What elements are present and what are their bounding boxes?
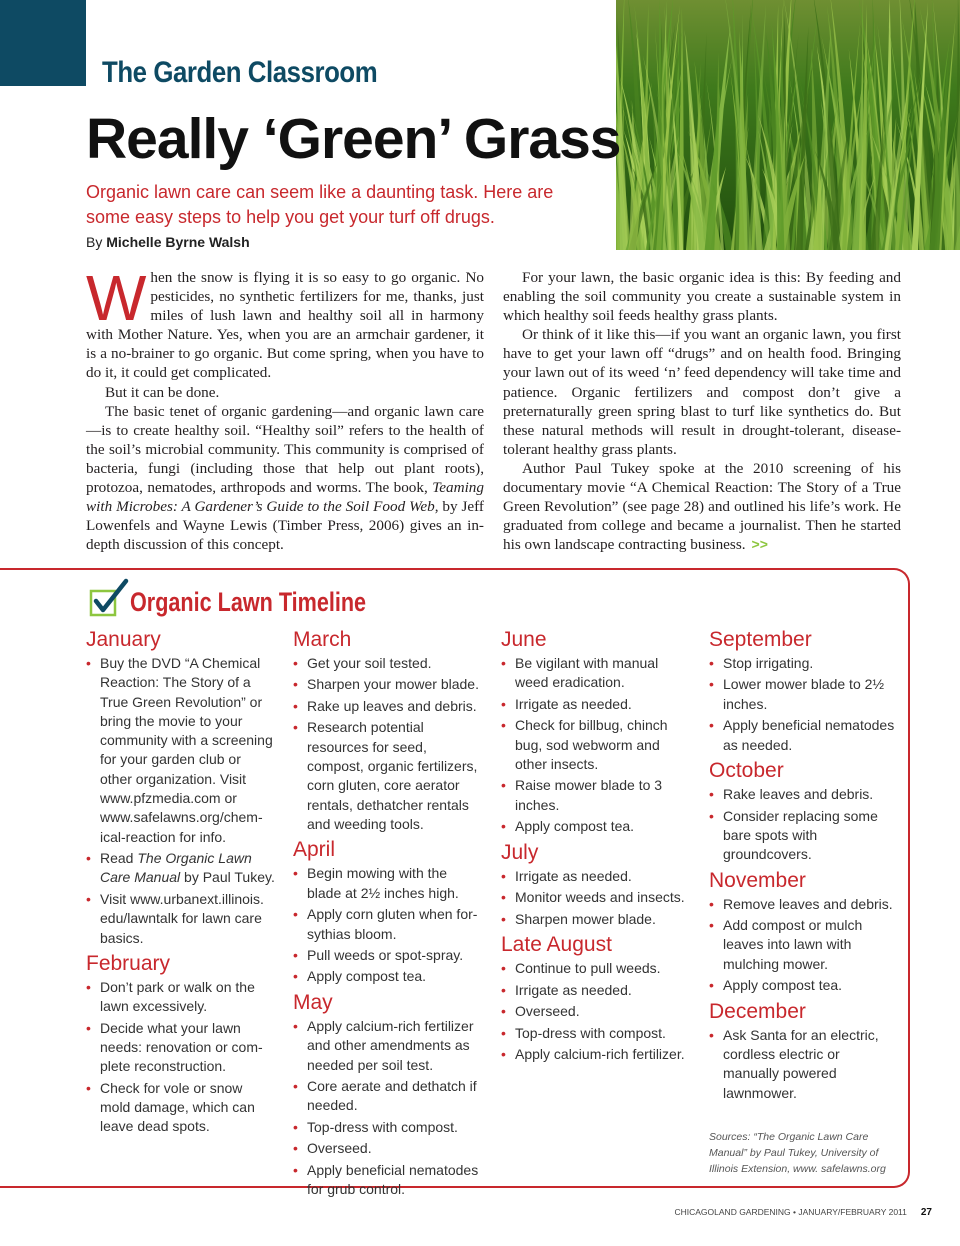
month-heading-july: July — [501, 840, 539, 864]
page-footer — [660, 1207, 932, 1218]
list-item: • Continue to pull weeds. — [501, 959, 693, 978]
list-item: • Apply compost tea. — [293, 967, 485, 986]
paragraph-text: The basic tenet of organic gardening—and organic lawn care—is to create healthy soil. “Healthy soil” refers to the health of the soil’s microbial community. This community is comprised of bacteria, fungi (including those that help out plant roots), protozoa, nematodes, arthropods and worms. The book, — [86, 402, 484, 497]
paragraph-text: hen the snow is flying it is so easy to go organic. No pesticides, no synthetic fertilizers for me, thanks, just miles of lush lawn and healthy soil all in harmony with Mother Nature. Yes, when you are an armchair gardener, it is a no-brainer to go organic. But come spring, when you have to do it, it could get complicated. — [86, 269, 484, 382]
paragraph-text: , by Jeff Lowenfels and Wayne Lewis (Timber Press, 2006) gives an in-depth discussion of this concept. — [86, 498, 484, 554]
month-heading-december: December — [709, 999, 806, 1023]
section-title: The Garden Classroom — [102, 56, 378, 89]
publication-info: CHICAGOLAND GARDENING • JANUARY/FEBRUARY 2011 — [674, 1207, 907, 1217]
headline: Really ‘Green’ Grass — [86, 107, 621, 171]
list-item: • Pull weeds or spot-spray. — [293, 946, 485, 965]
month-heading-february: February — [86, 952, 171, 976]
corner-color-block — [0, 0, 86, 86]
month-list-april — [293, 864, 485, 986]
book-title: Teaming with Microbes: A Gardener’s Guide to the Soil Food Web — [86, 479, 484, 516]
list-item: • Monitor weeds and insects. — [501, 888, 693, 907]
list-item: • Overseed. — [293, 1139, 485, 1158]
month-list-december — [709, 1026, 895, 1103]
paragraph-text: Author Paul Tukey spoke at the 2010 screening of his documentary movie “A Chemical Reaction: The Story of a True Green Revolution” (see page 28) and outlined his life’s work. He graduated from college and became a journalist. Then he started his own landscape contracting business. — [503, 459, 901, 554]
month-list-november — [709, 895, 895, 996]
list-item: • Apply compost tea. — [709, 976, 895, 995]
paragraph — [86, 402, 484, 555]
list-item-text: Read — [100, 850, 138, 867]
month-heading-june: June — [501, 628, 547, 651]
month-list-may — [293, 1017, 485, 1199]
month-list-march — [293, 654, 485, 834]
list-item: • Remove leaves and debris. — [709, 895, 895, 914]
paragraph: But it can be done. — [105, 383, 220, 401]
list-item: • Buy the DVD “A Chemical Reaction: The Story of a True Green Revolution” or bring the movie to your community with a screening for your garden club or other organization. Visit www.pfzmedia.com or www.safelawns.org/chem-ical-reaction for info. — [86, 654, 276, 847]
list-item: • Rake up leaves and debris. — [293, 697, 485, 716]
month-heading-april: April — [293, 838, 336, 862]
list-item: • Irrigate as needed. — [501, 695, 693, 714]
list-item: • Check for billbug, chinch bug, sod webworm and other insects. — [501, 716, 693, 774]
month-heading-october: October — [709, 759, 784, 783]
byline-prefix: By — [86, 234, 103, 250]
list-item: • Irrigate as needed. — [501, 867, 693, 886]
list-item — [86, 849, 276, 888]
deck: Organic lawn care can seem like a daunting task. Here are some easy steps to help you get your turf off drugs. — [86, 182, 554, 227]
paragraph: Or think of it like this—if you want an organic lawn, you first have to get your lawn off “drugs” and on health food. Bringing your lawn out of its weed ‘n’ feed dependency will take time and patience. Organic fertilizers and compost don’t give a preternaturally green spring blast to turf like synthetics do. But these natural methods will result in drought-tolerant, disease-tolerant healthy grass plants. — [503, 326, 901, 458]
article-column-1 — [86, 262, 484, 554]
timeline-title: Organic Lawn Timeline — [130, 587, 367, 617]
list-item: • Research potential resources for seed, compost, organic fertilizers, corn gluten, core aerator rentals, dethatcher rentals and weeding tools. — [293, 718, 485, 834]
month-list-june — [501, 654, 693, 836]
grass-photo-image — [616, 0, 960, 250]
list-item: • Top-dress with compost. — [501, 1024, 693, 1043]
byline — [86, 234, 250, 250]
month-list-january — [86, 654, 276, 948]
timeline-column-2 — [293, 624, 485, 1202]
list-item: • Apply beneficial nematodes for grub control. — [293, 1161, 485, 1200]
month-heading-september: September — [709, 628, 812, 651]
month-list-september — [709, 654, 895, 755]
checkbox-check-icon — [88, 578, 130, 618]
grass-photo — [616, 0, 960, 250]
month-list-late-august — [501, 959, 693, 1064]
paragraph — [86, 262, 484, 383]
page-number: 27 — [920, 1207, 932, 1218]
paragraph: For your lawn, the basic organic idea is this: By feeding and enabling the soil community you create a sustainable system in which healthy soil feeds healthy grass plants. — [503, 269, 901, 325]
list-item: • Begin mowing with the blade at 2½ inches high. — [293, 864, 485, 903]
list-item: • Add compost or mulch leaves into lawn with mulching mower. — [709, 916, 895, 974]
month-heading-may: May — [293, 990, 333, 1014]
list-item: • Irrigate as needed. — [501, 981, 693, 1000]
list-item: • Top-dress with compost. — [293, 1118, 485, 1137]
timeline-column-3 — [501, 624, 693, 1066]
list-item: • Get your soil tested. — [293, 654, 485, 673]
list-item: • Don’t park or walk on the lawn excessively. — [86, 978, 276, 1017]
book-title: The Organic Lawn Care Manual — [100, 850, 252, 886]
list-item: • Decide what your lawn needs: renovation or com-plete reconstruction. — [86, 1019, 276, 1077]
list-item: • Sharpen mower blade. — [501, 910, 693, 929]
list-item: • Visit www.urbanext.illinois. edu/lawntalk for lawn care basics. — [86, 890, 276, 948]
article-column-2 — [503, 268, 901, 554]
list-item: • Stop irrigating. — [709, 654, 895, 673]
list-item: • Sharpen your mower blade. — [293, 675, 485, 694]
list-item: • Raise mower blade to 3 inches. — [501, 776, 693, 815]
list-item: • Be vigilant with manual weed eradication. — [501, 654, 693, 693]
sources-note: Sources: “The Organic Lawn Care Manual” by Paul Tukey, University of Illinois Extension, www. safelawns.org — [709, 1130, 886, 1175]
month-heading-january: January — [86, 628, 161, 651]
list-item: • Consider replacing some bare spots with groundcovers. — [709, 807, 895, 865]
list-item: • Lower mower blade to 2½ inches. — [709, 675, 895, 714]
list-item: • Check for vole or snow mold damage, which can leave dead spots. — [86, 1079, 276, 1137]
list-item: • Overseed. — [501, 1002, 693, 1021]
continued-marker: >> — [751, 536, 768, 553]
month-list-february — [86, 978, 276, 1137]
month-heading-november: November — [709, 868, 806, 892]
list-item: • Apply compost tea. — [501, 817, 693, 836]
list-item: • Apply calcium-rich fertilizer and other amendments as needed per soil test. — [293, 1017, 485, 1075]
list-item: • Apply calcium-rich fertilizer. — [501, 1045, 693, 1064]
list-item: • Ask Santa for an electric, cordless electric or manually powered lawnmower. — [709, 1026, 895, 1103]
month-list-july — [501, 867, 693, 929]
timeline-column-1 — [86, 624, 276, 1139]
month-heading-march: March — [293, 628, 352, 651]
byline-author: Michelle Byrne Walsh — [106, 234, 250, 250]
dropcap: W — [86, 262, 147, 334]
month-list-october — [709, 785, 895, 864]
paragraph — [503, 459, 901, 554]
list-item: • Apply beneficial nematodes as needed. — [709, 716, 895, 755]
list-item: • Rake leaves and debris. — [709, 785, 895, 804]
list-item: • Apply corn gluten when for-sythias bloom. — [293, 905, 485, 944]
month-heading-late-august: Late August — [501, 933, 612, 957]
timeline-column-4 — [709, 624, 895, 1177]
list-item: • Core aerate and dethatch if needed. — [293, 1077, 485, 1116]
list-item-text: by Paul Tukey. — [180, 869, 275, 886]
